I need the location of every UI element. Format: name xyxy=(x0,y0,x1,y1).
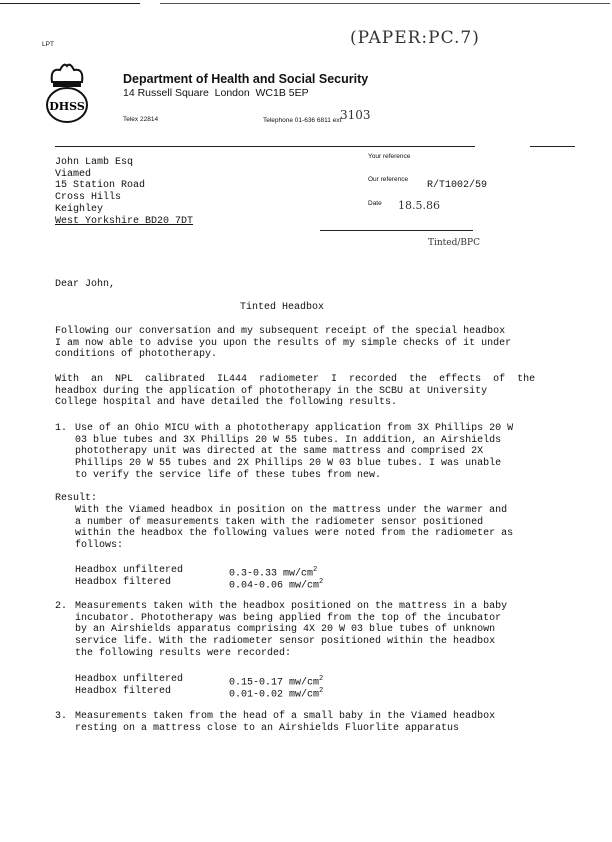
your-reference-label: Your reference xyxy=(368,153,411,160)
text-line: With the Viamed headbox in position on the mattress under the warmer and xyxy=(75,505,508,516)
item-1-number: 1. xyxy=(55,423,68,434)
item-2-number: 2. xyxy=(55,601,68,612)
text-line: within the headbox the following values were noted from the radiometer as xyxy=(75,528,514,540)
item-1-text xyxy=(75,423,513,482)
measurement-label: Headbox unfiltered xyxy=(75,565,184,576)
date-label: Date xyxy=(368,200,382,207)
scan-edge xyxy=(0,3,140,4)
result-label: Result: xyxy=(55,493,98,504)
exponent: 2 xyxy=(313,566,318,574)
value: 0.01-0.02 mw/cm xyxy=(229,689,320,701)
text-line: Measurements taken with the headbox positioned on the mattress in a baby xyxy=(75,601,508,612)
item-3-number: 3. xyxy=(55,711,68,722)
paragraph-1 xyxy=(55,326,511,361)
paragraph-2 xyxy=(55,374,535,409)
address-line: Cross Hills xyxy=(55,192,122,204)
stamp: (PAPER:PC.7) xyxy=(350,28,480,48)
department-address: 14 Russell Square London WC1B 5EP xyxy=(123,87,309,99)
value: 0.15-0.17 mw/cm xyxy=(229,677,320,689)
item-2-text xyxy=(75,601,507,660)
measurement-value xyxy=(229,577,323,592)
result-text xyxy=(75,505,513,552)
value: 0.3-0.33 mw/cm xyxy=(229,568,314,580)
measurement-value xyxy=(229,686,323,701)
measurement-label: Headbox filtered xyxy=(75,577,172,588)
text-line: service life. With the radiometer sensor positioned within the headbox xyxy=(75,636,496,648)
text-line: follows: xyxy=(75,540,124,552)
text-line: resting on a mattress close to an Airshields Fluorlite apparatus xyxy=(75,722,460,734)
text-line: to verify the service life of these tubes from new. xyxy=(75,469,382,481)
text-line: Use of an Ohio MICU with a phototherapy application from 3X Phillips 20 W xyxy=(75,423,514,434)
our-reference-label: Our reference xyxy=(368,176,409,183)
divider xyxy=(55,146,475,147)
handwritten-note: Tinted/BPC xyxy=(428,238,480,248)
value: 0.04-0.06 mw/cm xyxy=(229,580,320,592)
salutation: Dear John, xyxy=(55,279,116,290)
exponent: 2 xyxy=(319,675,324,683)
recipient-address xyxy=(55,157,193,227)
address-line: John Lamb Esq xyxy=(55,157,134,168)
address-line: Viamed xyxy=(55,168,92,180)
address-line: West Yorkshire BD20 7DT xyxy=(55,215,194,227)
measurement-label: Headbox unfiltered xyxy=(75,674,184,685)
text-line: 03 blue tubes and 3X Phillips 20 W 55 tubes. In addition, an Airshields xyxy=(75,434,502,446)
text-line: the following results were recorded: xyxy=(75,647,292,659)
text-line: incubator. Phototherapy was being applied from the top of the incubator xyxy=(75,612,502,624)
divider xyxy=(530,146,575,147)
our-reference: R/T1002/59 xyxy=(427,180,488,191)
svg-text:DHSS: DHSS xyxy=(49,100,85,113)
telex: Telex 22814 xyxy=(123,116,159,123)
corner-code: LPT xyxy=(42,41,54,48)
address-line: Keighley xyxy=(55,203,104,215)
text-line: a number of measurements taken with the radiometer sensor positioned xyxy=(75,516,484,528)
text-line: I am now able to advise you upon the results of my simple checks of it under xyxy=(55,337,512,349)
subject: Tinted Headbox xyxy=(240,302,325,313)
text-line: phototherapy unit was directed at the same mattress and comprised 2X xyxy=(75,446,484,458)
telephone: Telephone 01-636 6811 ext xyxy=(263,117,342,124)
dhss-crest-logo xyxy=(44,60,90,126)
text-line: headbox during the application of phototherapy in the SCBU at University xyxy=(55,385,488,397)
text-line: Following our conversation and my subsequent receipt of the special headbox xyxy=(55,326,506,337)
scan-edge xyxy=(160,3,610,4)
divider xyxy=(320,230,473,231)
address-line: 15 Station Road xyxy=(55,180,146,192)
text-line: College hospital and have detailed the following results. xyxy=(55,397,398,409)
text-line: Measurements taken from the head of a small baby in the Viamed headbox xyxy=(75,711,496,722)
measurement-label: Headbox filtered xyxy=(75,686,172,697)
item-3-text xyxy=(75,711,495,734)
text-line: by an Airshields apparatus comprising 4X 20 W 03 blue tubes of unknown xyxy=(75,624,496,636)
text-line: conditions of phototherapy. xyxy=(55,349,218,361)
exponent: 2 xyxy=(319,578,324,586)
extension: 3103 xyxy=(340,108,371,122)
exponent: 2 xyxy=(319,687,324,695)
date: 18.5.86 xyxy=(398,199,440,212)
text-line: Phillips 20 W 55 tubes and 2X Phillips 20 W 03 blue tubes. I was unable xyxy=(75,458,502,470)
text-line: With an NPL calibrated IL444 radiometer I recorded the effects of the xyxy=(55,374,536,385)
department-name: Department of Health and Social Security xyxy=(123,72,369,86)
